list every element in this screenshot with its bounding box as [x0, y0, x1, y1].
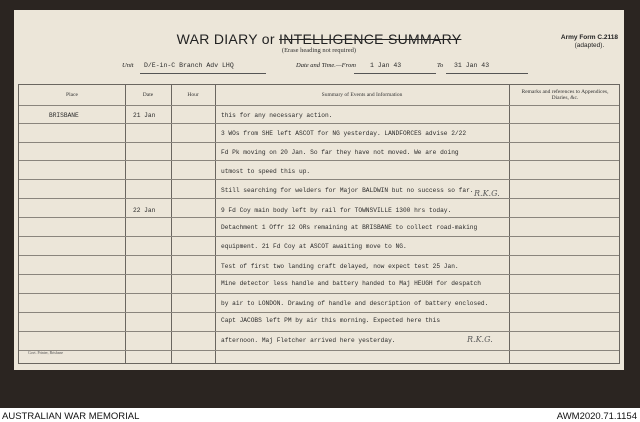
summary-line: equipment. 21 Fd Coy at ASCOT awaiting move to NG. — [221, 243, 407, 250]
form-title — [14, 31, 624, 47]
header-place: Place — [66, 91, 78, 98]
unit-underline — [140, 73, 266, 74]
title-main: WAR DIARY or — [176, 31, 280, 47]
column-divider — [171, 85, 172, 363]
column-divider — [125, 85, 126, 363]
row-rule — [19, 123, 619, 124]
to-label: To — [437, 62, 444, 69]
date-from-underline — [354, 73, 436, 74]
archive-caption-right: AWM2020.71.1154 — [556, 411, 637, 422]
printer-imprint: Govt. Printer, Brisbane — [28, 351, 64, 355]
unit-label: Unit — [122, 62, 134, 69]
date-to-underline — [446, 73, 528, 74]
row-rule — [19, 217, 619, 218]
summary-line: 9 Fd Coy main body left by rail for TOWNSVILLE 1300 hrs today. — [221, 207, 452, 214]
date-label: Date and Time.—From — [296, 62, 356, 69]
row-rule — [19, 198, 619, 199]
row-rule — [19, 350, 619, 351]
war-diary-sheet — [14, 10, 624, 370]
form-adapted: (adapted). — [574, 42, 605, 49]
column-divider — [509, 85, 510, 363]
summary-line: Mine detector less handle and battery handed to Maj HEUGH for despatch — [221, 280, 481, 287]
diary-table — [18, 84, 620, 364]
form-number-block — [561, 34, 618, 50]
form-subtitle: (Erase heading not required) — [281, 47, 357, 54]
summary-line: Still searching for welders for Major BALDWIN but no success so far. — [221, 187, 474, 194]
column-divider — [215, 85, 216, 363]
summary-line: by air to LONDON. Drawing of handle and description of battery enclosed. — [221, 300, 489, 307]
unit-value: D/E-in-C Branch Adv LHQ — [144, 62, 234, 69]
summary-line: Test of first two landing craft delayed, now expect test 25 Jan. — [221, 263, 459, 270]
row-rule — [19, 160, 619, 161]
row-rule — [19, 331, 619, 332]
summary-line: utmost to speed this up. — [221, 168, 311, 175]
row-rule — [19, 293, 619, 294]
header-summary: Summary of Events and Information — [321, 91, 403, 98]
date-from: 1 Jan 43 — [370, 62, 402, 69]
row-rule — [19, 105, 619, 106]
row-rule — [19, 255, 619, 256]
summary-line: Capt JACOBS left PM by air this morning. Expected here this — [221, 317, 441, 324]
handwritten-initials: R.K.G. — [467, 335, 493, 344]
date-to: 31 Jan 43 — [454, 62, 490, 69]
date-cell: 22 Jan — [133, 207, 156, 214]
row-rule — [19, 274, 619, 275]
header-hour: Hour — [187, 91, 199, 98]
row-rule — [19, 236, 619, 237]
place-cell: BRISBANE — [49, 112, 79, 119]
form-number: Army Form C.2118 — [560, 34, 618, 41]
date-cell: 21 Jan — [133, 112, 156, 119]
title-struck: INTELLIGENCE SUMMARY — [279, 31, 462, 47]
header-date: Date — [142, 91, 154, 98]
row-rule — [19, 312, 619, 313]
summary-line: 3 WOs from SHE left ASCOT for NG yesterday. LANDFORCES advise 2/22 — [221, 130, 467, 137]
handwritten-initials: R.K.G. — [474, 189, 500, 198]
row-rule — [19, 142, 619, 143]
row-rule — [19, 179, 619, 180]
header-remarks: Remarks and references to Appendices, Diaries, &c. — [521, 88, 609, 101]
summary-line: Fd Pk moving on 20 Jan. So far they have not moved. We are doing — [221, 149, 459, 156]
summary-line: this for any necessary action. — [221, 112, 333, 119]
summary-line: afternoon. Maj Fletcher arrived here yesterday. — [221, 337, 396, 344]
summary-line: Detachment 1 Offr 12 ORs remaining at BRISBANE to collect road-making — [221, 224, 478, 231]
archive-caption-left: AUSTRALIAN WAR MEMORIAL — [2, 411, 140, 422]
